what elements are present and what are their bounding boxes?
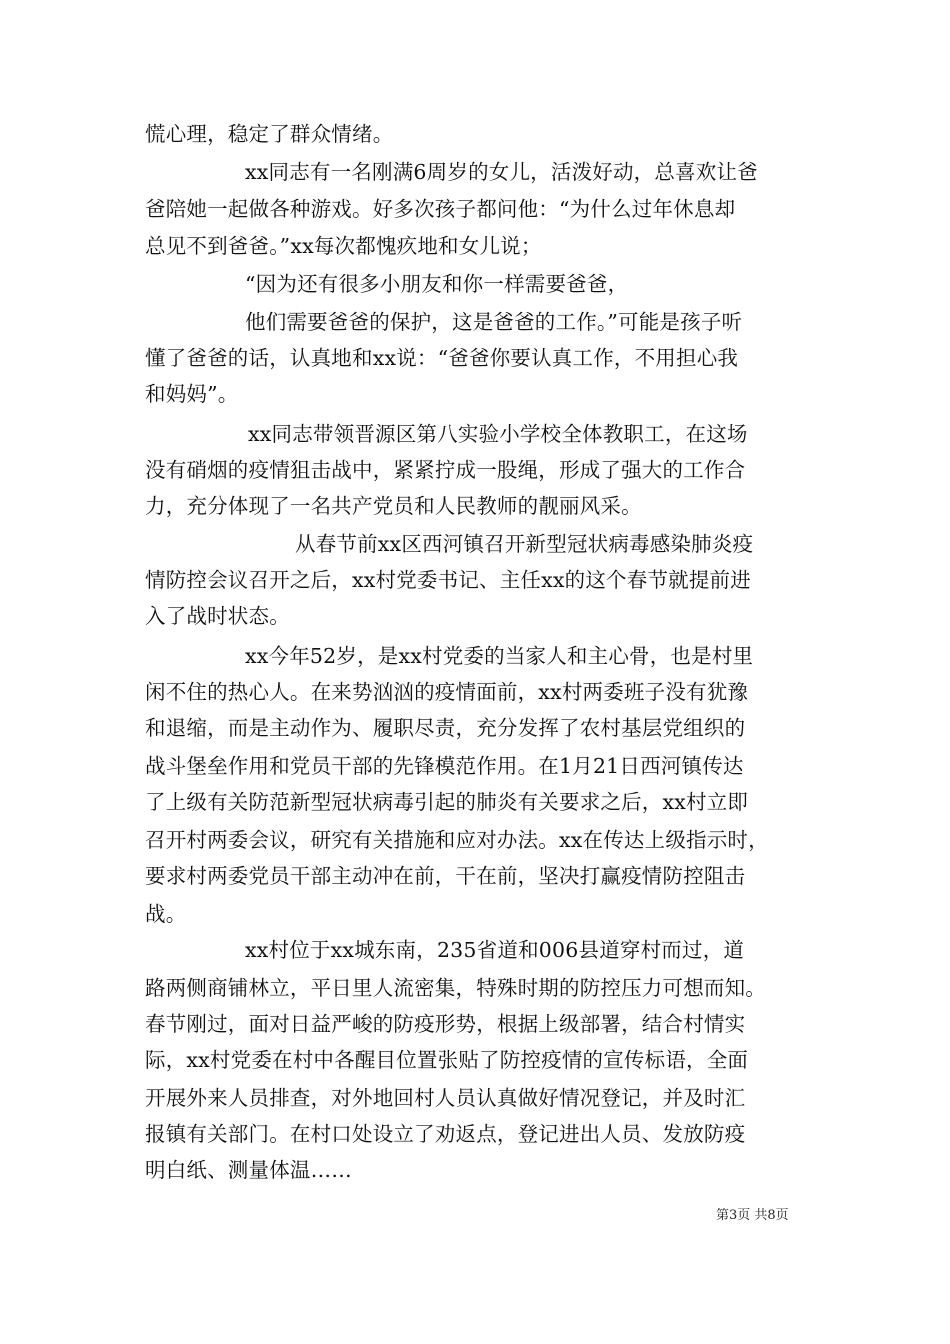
- text-line: 懂了爸爸的话，认真地和xx说：“爸爸你要认真工作，不用担心我: [145, 346, 739, 370]
- text-line: 力，充分体现了一名共产党员和人民教师的靓丽风采。: [145, 494, 642, 518]
- text-line: 开展外来人员排查，对外地回村人员认真做好情况登记，并及时汇: [145, 1086, 746, 1110]
- text-line: 和妈妈”。: [145, 382, 239, 406]
- text-line: xx同志有一名刚满6周岁的女儿，活泼好动，总喜欢让爸: [245, 160, 758, 184]
- text-line: 慌心理，稳定了群众情绪。: [145, 122, 394, 146]
- text-line: 明白纸、测量体温……: [145, 1158, 352, 1182]
- text-line: 他们需要爸爸的保护，这是爸爸的工作。”可能是孩子听: [245, 310, 743, 334]
- text-line: 和退缩，而是主动作为、履职尽责，充分发挥了农村基层党组织的: [145, 716, 746, 740]
- text-line: 战。: [145, 902, 187, 926]
- text-line: 没有硝烟的疫情狙击战中，紧紧拧成一股绳，形成了强大的工作合: [145, 458, 746, 482]
- text-line: 路两侧商铺林立，平日里人流密集，特殊时期的防控压力可想而知。: [145, 976, 766, 1000]
- text-line: xx同志带领晋源区第八实验小学校全体教职工，在这场: [248, 422, 748, 446]
- text-line: 情防控会议召开之后，xx村党委书记、主任xx的这个春节就提前进: [145, 568, 751, 592]
- text-line: xx今年52岁，是xx村党委的当家人和主心骨，也是村里: [245, 644, 754, 668]
- text-line: 春节刚过，面对日益严峻的防疫形势，根据上级部署，结合村情实: [145, 1012, 746, 1036]
- text-line: “因为还有很多小朋友和你一样需要爸爸，: [245, 272, 629, 296]
- text-line: 际，xx村党委在村中各醒目位置张贴了防控疫情的宣传标语，全面: [145, 1048, 749, 1072]
- page-number-footer: 第3页 共8页: [716, 1208, 789, 1223]
- text-line: 战斗堡垒作用和党员干部的先锋模范作用。在1月21日西河镇传达: [145, 754, 744, 778]
- text-line: 总见不到爸爸。”xx每次都愧疚地和女儿说；: [145, 234, 542, 258]
- text-line: 闲不住的热心人。在来势汹汹的疫情面前，xx村两委班子没有犹豫: [145, 680, 749, 704]
- text-line: 召开村两委会议，研究有关措施和应对办法。xx在传达上级指示时，: [145, 828, 769, 852]
- text-line: 要求村两委党员干部主动冲在前，干在前，坚决打赢疫情防控阻击: [145, 864, 746, 888]
- text-line: 从春节前xx区西河镇召开新型冠状病毒感染肺炎疫: [295, 532, 754, 556]
- text-line: 报镇有关部门。在村口处设立了劝返点，登记进出人员、发放防疫: [145, 1122, 746, 1146]
- text-line: 爸陪她一起做各种游戏。好多次孩子都问他：“为什么过年休息却: [145, 197, 736, 221]
- text-line: 了上级有关防范新型冠状病毒引起的肺炎有关要求之后，xx村立即: [145, 790, 749, 814]
- text-line: xx村位于xx城东南，235省道和006县道穿村而过，道: [245, 938, 745, 962]
- text-line: 入了战时状态。: [145, 604, 290, 628]
